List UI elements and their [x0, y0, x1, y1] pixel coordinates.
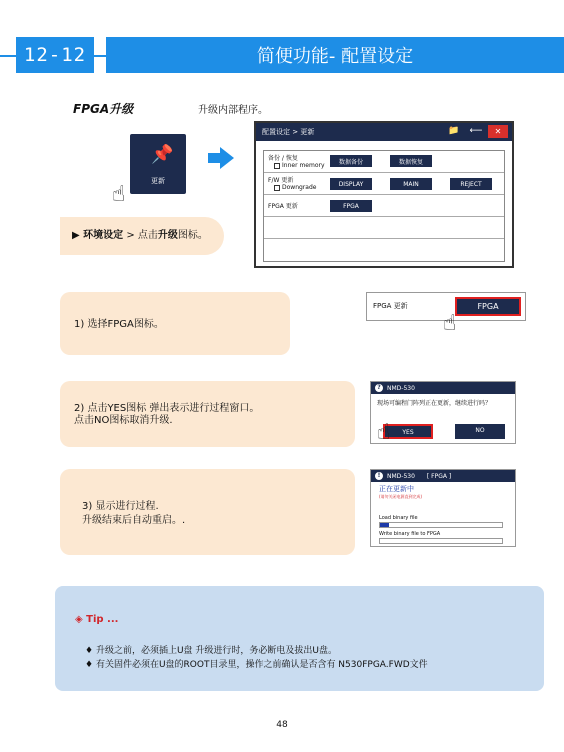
arrow-right-icon	[208, 147, 234, 169]
tip-line-1: ♦ 升级之前，必须插上U盘 升级进行时，务必断电及拔出U盘。	[85, 646, 337, 656]
pointing-hand-icon: ☝	[112, 182, 126, 207]
page-title: 简便功能- 配置设定	[106, 37, 564, 73]
progress-status: 正在更新中	[379, 485, 414, 493]
step1-panel	[60, 292, 290, 355]
confirm-dialog-title: NMD-530	[387, 384, 415, 392]
fpga-label: FPGA 更新	[268, 203, 298, 210]
diamond-icon: ◈	[75, 614, 87, 625]
step1-text: 1) 选择FPGA图标。	[74, 319, 164, 330]
progress-dialog-title: NMD-530	[387, 472, 415, 480]
section-number: 12-12	[16, 37, 94, 73]
tip-title: ◈ Tip ...	[75, 614, 119, 625]
page-number: 48	[276, 720, 288, 730]
progress-dialog-subtitle: [ FPGA ]	[426, 472, 452, 480]
back-arrow-icon[interactable]: ⟵	[469, 126, 483, 136]
step2-line1: 2) 点击YES图标 弹出表示进行过程窗口。	[74, 403, 260, 414]
tip-box	[55, 586, 544, 691]
confirm-dialog	[370, 381, 516, 444]
checkbox-icon	[274, 185, 280, 191]
fpga-row	[264, 195, 504, 217]
close-icon[interactable]: ✕	[488, 125, 508, 138]
main-button[interactable]: MAIN	[390, 178, 432, 190]
config-content	[263, 150, 505, 262]
step-navigation-panel	[60, 217, 224, 255]
config-window	[254, 121, 514, 268]
tip-line-2: ♦ 有关固件必须在U盘的ROOT目录里，操作之前确认是否含有 N530FPGA.FWD文件	[85, 660, 428, 670]
load-progress-fill	[380, 523, 389, 527]
bullet-icon: ♦	[85, 660, 96, 670]
update-label: 更新	[151, 177, 165, 185]
feature-title: FPGA升级	[73, 102, 134, 116]
downgrade-option[interactable]: Downgrade	[274, 184, 316, 191]
yes-button[interactable]: YES	[383, 424, 433, 439]
backup-row	[264, 151, 504, 173]
inner-memory-option[interactable]: Inner memory	[274, 162, 325, 169]
step2-line2: 点击NO图标取消升级.	[74, 415, 173, 426]
reject-button[interactable]: REJECT	[450, 178, 492, 190]
info-icon: !	[375, 472, 383, 480]
load-progress-bar	[379, 522, 503, 528]
empty-row	[264, 217, 504, 239]
load-label: Load binary file	[379, 515, 418, 521]
step2-panel	[60, 381, 355, 447]
step-navigation-text: ▶ 环境设定 > 点击升级图标。	[72, 230, 208, 241]
fpga-update-label: FPGA 更新	[373, 302, 408, 310]
progress-dialog	[370, 469, 516, 547]
pointing-hand-icon: ☝	[443, 311, 457, 336]
fpga-select-button[interactable]: FPGA	[455, 297, 521, 316]
update-button-illustration	[130, 134, 186, 194]
config-window-title: 配置设定 > 更新	[262, 128, 315, 136]
data-backup-button[interactable]: 数据备份	[330, 155, 372, 167]
pushpin-icon: 📌	[151, 144, 174, 165]
progress-warning: (请勿关闭电源直到完成)	[379, 494, 423, 499]
no-button[interactable]: NO	[455, 424, 505, 439]
progress-dialog-titlebar	[371, 470, 515, 482]
fpga-button[interactable]: FPGA	[330, 200, 372, 212]
feature-subtitle: 升级内部程序。	[198, 105, 268, 116]
step3-line2: 升级结束后自动重启。.	[82, 515, 186, 526]
config-window-titlebar	[256, 123, 512, 141]
write-progress-bar	[379, 538, 503, 544]
checkbox-icon	[274, 163, 280, 169]
data-restore-button[interactable]: 数据恢复	[390, 155, 432, 167]
step3-panel	[60, 469, 355, 555]
display-button[interactable]: DISPLAY	[330, 178, 372, 190]
bullet-icon: ♦	[85, 646, 96, 656]
confirm-dialog-titlebar	[371, 382, 515, 394]
firmware-label: F/W 更新	[268, 177, 294, 184]
question-icon: ?	[375, 384, 383, 392]
step3-line1: 3) 显示进行过程.	[82, 501, 159, 512]
write-label: Write binary file to FPGA	[379, 531, 441, 537]
backup-label: 备份 / 恢复	[268, 155, 298, 162]
confirm-dialog-message: 现场可编程门阵列正在更新，继续进行吗？	[377, 400, 492, 407]
pointing-hand-icon: ☝	[377, 420, 391, 445]
firmware-row	[264, 173, 504, 195]
folder-icon[interactable]: 📁	[448, 126, 460, 136]
